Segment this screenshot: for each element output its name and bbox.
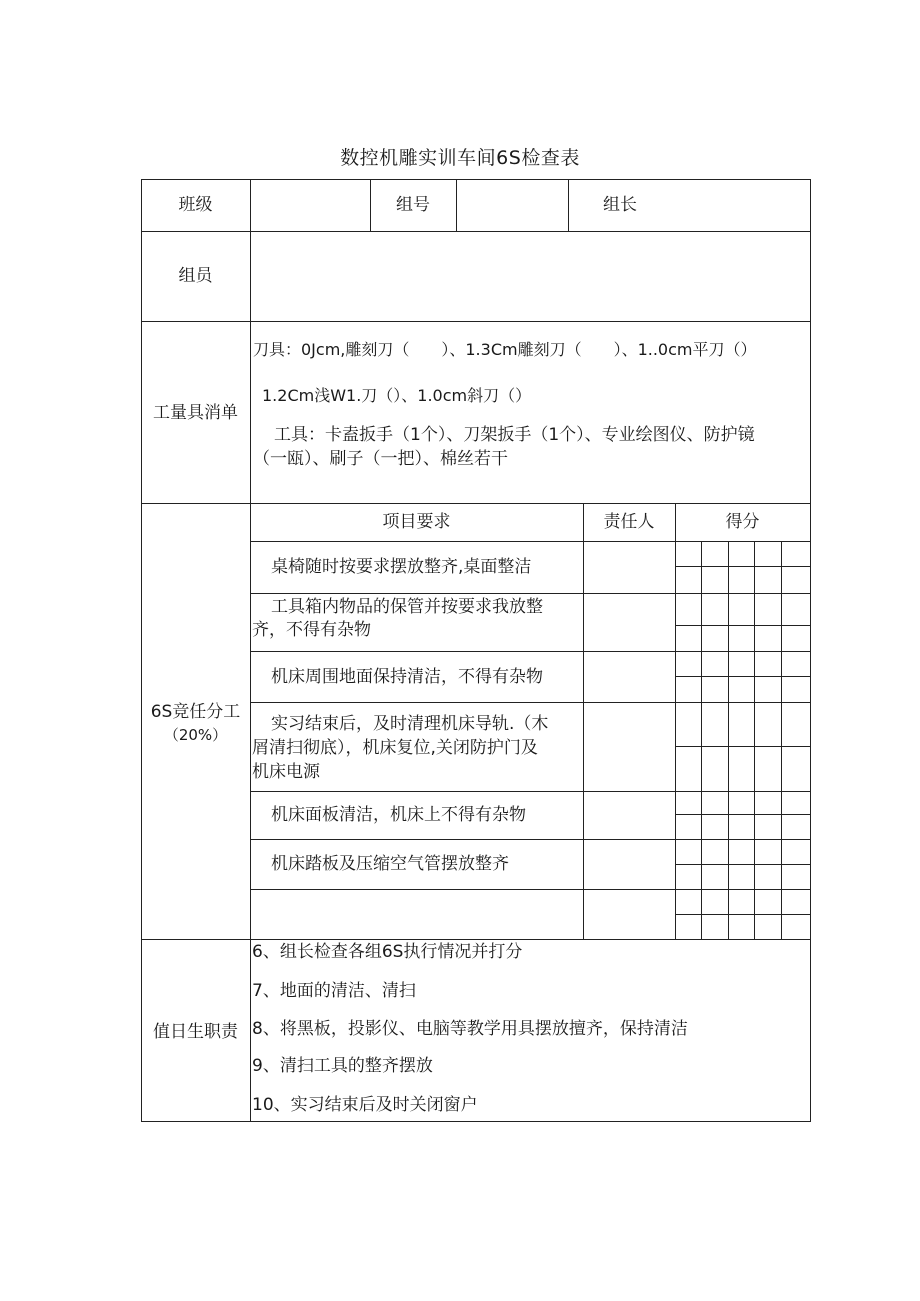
score-grid-line xyxy=(728,541,729,939)
row-divider xyxy=(141,231,811,232)
group-number-field[interactable] xyxy=(457,181,568,230)
table-border-top xyxy=(141,179,811,180)
duty-row-divider xyxy=(250,791,675,792)
score-grid-line xyxy=(675,814,811,815)
score-grid-line xyxy=(675,702,811,703)
duty-item: 机床面板清洁，机床上不得有杂物 xyxy=(271,805,526,825)
group-leader-field[interactable] xyxy=(650,181,808,230)
duty-item: 屑清扫彻底），机床复位,关闭防护门及 xyxy=(252,738,538,758)
duty-item: 实习结束后，及时清理机床导轨.（木 xyxy=(271,714,549,734)
duty-item: 机床周围地面保持清洁，不得有杂物 xyxy=(271,667,543,687)
members-label: 组员 xyxy=(178,266,213,286)
duty-item: 工具箱内物品的保管并按要求我放整 xyxy=(271,597,543,617)
daily-duty-item: 8、将黑板，投影仪、电脑等教学用具摆放擅齐，保持清洁 xyxy=(252,1019,688,1039)
duty-item: 桌椅随时按要求摆放整齐,桌面整洁 xyxy=(271,557,532,577)
daily-duty-item: 10、实习结束后及时关闭窗户 xyxy=(252,1095,478,1115)
duty-row-divider xyxy=(250,651,675,652)
score-grid-line xyxy=(675,791,811,792)
score-grid-line xyxy=(675,593,811,594)
score-grid-line xyxy=(675,625,811,626)
members-field[interactable] xyxy=(251,233,809,320)
duty-column-divider xyxy=(675,503,676,939)
daily-duty-item: 9、清扫工具的整齐摆放 xyxy=(252,1056,433,1076)
duty-item: 机床电源 xyxy=(252,762,320,782)
score-grid-line xyxy=(675,676,811,677)
duty-row-divider xyxy=(250,541,811,542)
table-border-bottom xyxy=(141,1121,811,1122)
group-number-label: 组号 xyxy=(396,195,430,215)
tools-line: 刀具：0Jcm,雕刻刀（ ）、1.3Cm雕刻刀（ ）、1..0cm平刀（） xyxy=(253,340,757,359)
page-title: 数控机雕实训车间6S检查表 xyxy=(340,147,580,169)
group-leader-label: 组长 xyxy=(603,195,637,215)
daily-duty-label: 值日生职责 xyxy=(153,1022,238,1042)
tools-label: 工量具消单 xyxy=(153,403,238,423)
tools-line: 1.2Cm浅W1.刀（）、1.0cm斜刀（） xyxy=(262,386,532,405)
duty-row-divider xyxy=(250,839,675,840)
score-grid-line xyxy=(675,889,811,890)
tools-line: （一瓯）、刷子（一把）、棉丝若干 xyxy=(253,449,508,469)
score-header: 得分 xyxy=(725,512,760,532)
daily-duty-item: 6、组长检查各组6S执行情况并打分 xyxy=(252,942,523,962)
duty-weight: （20%） xyxy=(163,726,228,744)
duty-row-divider xyxy=(250,889,675,890)
class-label: 班级 xyxy=(178,195,213,215)
item-requirement-header: 项目要求 xyxy=(382,512,451,532)
header-cell-divider xyxy=(568,179,569,231)
duty-column-divider xyxy=(583,503,584,939)
score-grid-line xyxy=(754,541,755,939)
duty-row-divider xyxy=(250,702,675,703)
row-divider xyxy=(141,321,811,322)
class-field[interactable] xyxy=(251,181,370,230)
row-divider xyxy=(141,503,811,504)
duty-item: 齐，不得有杂物 xyxy=(252,620,371,640)
duty-label: 6S竞任分工 xyxy=(150,702,241,722)
duty-row-divider xyxy=(250,593,675,594)
score-grid-line xyxy=(675,864,811,865)
tools-line: 工具：卡盍扳手（1个）、刀架扳手（1个）、专业绘图仪、防护镜 xyxy=(274,425,755,445)
score-grid-line xyxy=(675,914,811,915)
score-grid-line xyxy=(675,746,811,747)
score-grid-line xyxy=(781,541,782,939)
responsible-person-header: 责任人 xyxy=(603,512,655,532)
score-grid-line xyxy=(675,566,811,567)
score-grid-line xyxy=(701,541,702,939)
score-grid-line xyxy=(675,651,811,652)
duty-item: 机床踏板及压缩空气管摆放整齐 xyxy=(271,854,509,874)
daily-duty-item: 7、地面的清洁、清扫 xyxy=(252,981,416,1001)
score-grid-line xyxy=(675,839,811,840)
